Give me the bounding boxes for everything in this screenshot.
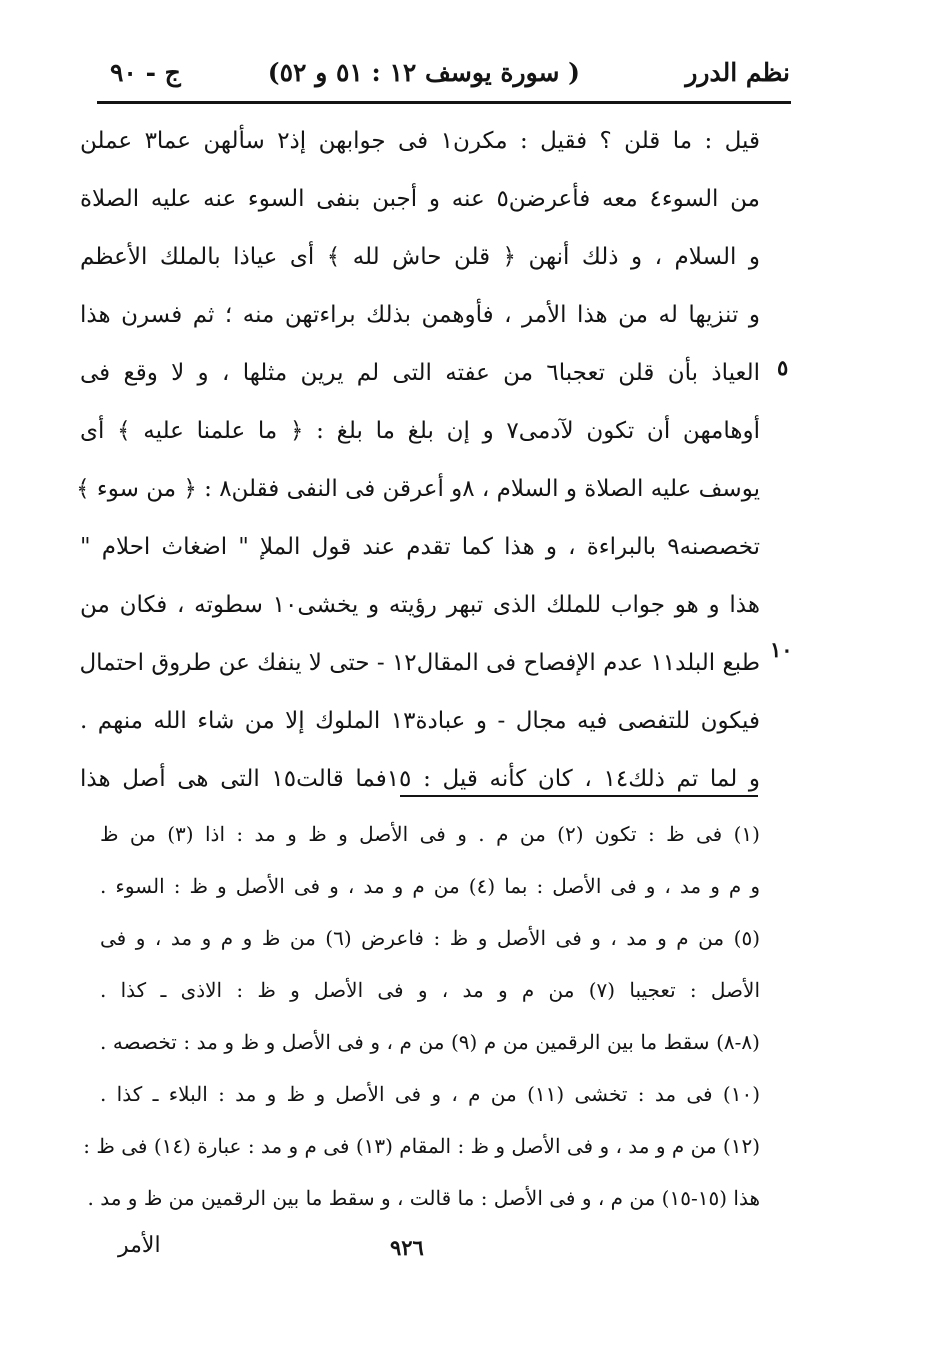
footnote-line: الأصل : تعجيبا (٧) من م و مد ، و فى الأصل و ظ : الاذى ـ كذا .	[100, 978, 760, 1002]
surah-reference: ( سورة يوسف ١٢ : ٥١ و ٥٢)	[267, 58, 580, 87]
line-number-10: ١٠	[770, 637, 793, 662]
footnote-line: و م و مد ، و فى الأصل : بما (٤) من م و مد ، و فى الأصل و ظ : السوء .	[100, 874, 760, 898]
text-line: طبع البلد١١ عدم الإفصاح فى المقال١٢ - حتى لا ينفك عن طروق احتمال	[79, 650, 760, 676]
text-line: هذا و هو جواب للملك الذى تبهر رؤيته و يخشى١٠ سطوته ، فكان من	[80, 592, 760, 618]
footnote-line: (١٠) فى مد : تخشى (١١) من م ، و فى الأصل و ظ و مد : البلاء ـ كذا .	[100, 1082, 761, 1106]
footnote-line: (٥) من م و مد ، و فى الأصل و ظ : فاعرض (٦) من ظ و م و مد ، و فى	[100, 926, 760, 950]
footnote-line: (١) فى ظ : تكون (٢) من م . و فى الأصل و ظ و مد : اذا (٣) من ظ	[100, 822, 760, 846]
line-number-5: ٥	[777, 355, 789, 380]
book-title: نظم الدرر	[685, 58, 790, 87]
volume-page-reference: ج - ٩٠	[110, 58, 181, 87]
text-line: يوسف عليه الصلاة و السلام ، ٨و أعرقن فى النفى فقلن٨ : ﴿ من سوء ﴾	[76, 476, 760, 502]
text-line: و تنزيها له من هذا الأمر ، فأوهمن بذلك براءتهن منه ؛ ثم فسرن هذا	[80, 302, 760, 328]
header-rule	[97, 101, 791, 104]
footnote-line: (١٢) من م و مد ، و فى الأصل و ظ : المقام (١٣) فى م و مد : عبارة (١٤) فى ظ :	[83, 1134, 760, 1158]
footnote-line: هذا (١٥-١٥) من م ، و فى الأصل : ما قالت ، و سقط ما بين الرقمين من ظ و مد .	[87, 1186, 760, 1210]
footnotes	[83, 808, 761, 1224]
text-line: فيكون للتفصى فيه مجال - و عبادة١٣ الملوك إلا من شاء الله منهم .	[80, 708, 760, 734]
text-line: و لما تم ذلك١٤ ، كان كأنه قيل : ١٥فما قالت١٥ التى هى أصل هذا	[80, 766, 760, 792]
text-line: تخصصنه٩ بالبراءة ، و هذا كما تقدم عند قول الملإ " اضغاث احلام "	[80, 534, 760, 560]
text-line: قيل : ما قلن ؟ فقيل : مكرن١ فى جوابهن إذ٢ سألهن عما٣ عملن	[80, 128, 760, 154]
footnote-line: (٨-٨) سقط ما بين الرقمين من م (٩) من م ، و فى الأصل و ظ و مد : تخصصه .	[100, 1030, 760, 1054]
text-line: من السوء٤ معه فأعرضن٥ عنه و أجبن بنفى السوء عنه عليه الصلاة	[80, 186, 760, 212]
text-line: العياذ بأن قلن تعجبا٦ من عفته التى لم يرين مثلها ، و لا وقع فى	[80, 360, 761, 386]
text-line: و السلام ، و ذلك أنهن ﴿ قلن حاش لله ﴾ أى عياذا بالملك الأعظم	[80, 244, 760, 270]
footnote-rule	[400, 795, 758, 797]
main-text	[76, 112, 761, 808]
running-header	[100, 50, 790, 102]
text-line: أوهامهن أن تكون لآدمى٧ و إن بلغ ما بلغ : ﴿ ما علمنا عليه ﴾ أى	[80, 418, 760, 444]
page-number: ٩٢٦	[390, 1235, 424, 1260]
catchword: الأمر	[118, 1233, 161, 1258]
